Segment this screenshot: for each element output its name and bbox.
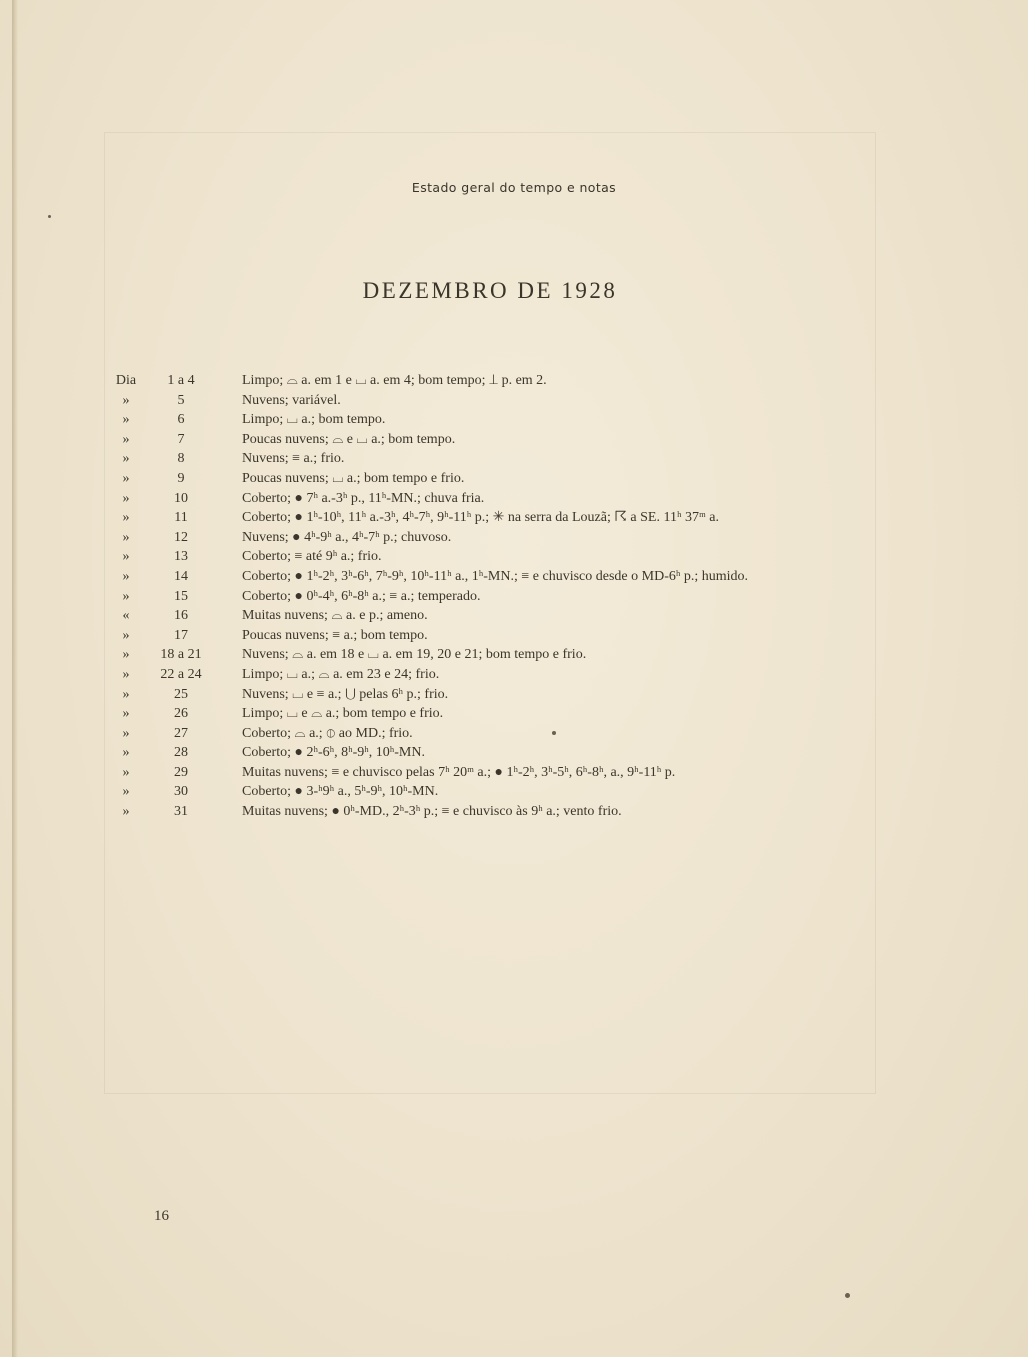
row-day: 7 <box>177 431 185 447</box>
row-day: 29 <box>174 764 188 780</box>
row-day: 31 <box>174 804 188 820</box>
row-day: 8 <box>177 451 185 467</box>
row-note: Coberto; ● 1ʰ-10ʰ, 11ʰ a.-3ʰ, 4ʰ-7ʰ, 9ʰ-11ʰ p.; ✳ na serra da Louzã; ☈ a SE. 11ʰ 37ᵐ a. <box>242 510 720 526</box>
row-label: » <box>122 627 130 643</box>
row-label: » <box>122 804 130 820</box>
row-day: 14 <box>174 568 188 584</box>
row-note: Nuvens; ● 4ʰ-9ʰ a., 4ʰ-7ʰ p.; chuvoso. <box>242 529 452 545</box>
row-day: 12 <box>174 529 188 545</box>
section-header: Estado geral do tempo e notas <box>411 180 617 195</box>
row-note: Limpo; ⌴ a.; ⌓ a. em 23 e 24; frio. <box>242 666 440 682</box>
row-label: » <box>122 431 130 447</box>
table-row <box>0 371 1028 391</box>
row-day: 6 <box>177 412 185 428</box>
paper-speck <box>845 1293 850 1298</box>
row-note: Limpo; ⌴ a.; bom tempo. <box>242 412 386 428</box>
daily-weather-table <box>0 371 1028 822</box>
row-label: » <box>122 725 130 741</box>
row-day: 11 <box>174 510 188 526</box>
row-day: 5 <box>177 392 185 408</box>
row-day: 18 a 21 <box>160 647 202 663</box>
row-note: Coberto; ● 3-ʰ9ʰ a., 5ʰ-9ʰ, 10ʰ-MN. <box>242 784 439 800</box>
row-label: Dia <box>115 373 137 388</box>
row-note: Limpo; ⌴ e ⌓ a.; bom tempo e frio. <box>242 706 444 722</box>
page-title: DEZEMBRO DE 1928 <box>362 278 618 303</box>
table-row <box>0 430 1028 450</box>
row-label: » <box>122 451 130 467</box>
row-day: 30 <box>174 784 188 800</box>
row-label: » <box>122 549 130 565</box>
row-day: 13 <box>174 549 188 565</box>
table-row <box>0 489 1028 509</box>
row-note: Nuvens; variável. <box>242 392 341 408</box>
row-note: Coberto; ● 2ʰ-6ʰ, 8ʰ-9ʰ, 10ʰ-MN. <box>242 745 425 761</box>
row-label: » <box>122 764 130 780</box>
row-label: » <box>122 392 130 408</box>
row-label: » <box>122 510 130 526</box>
table-row <box>0 391 1028 411</box>
table-row <box>0 645 1028 665</box>
row-note: Coberto; ⌓ a.; ⦶ ao MD.; frio. <box>242 725 413 741</box>
row-note: Coberto; ● 0ʰ-4ʰ, 6ʰ-8ʰ a.; ≡ a.; temperado. <box>242 588 481 604</box>
row-day: 22 a 24 <box>160 666 202 682</box>
table-row <box>0 763 1028 783</box>
table-row <box>0 528 1028 548</box>
row-day: 1 a 4 <box>167 373 195 388</box>
row-note: Nuvens; ⌓ a. em 18 e ⌴ a. em 19, 20 e 21; bom tempo e frio. <box>242 647 587 663</box>
row-day: 27 <box>174 725 188 741</box>
row-day: 28 <box>174 745 188 761</box>
row-day: 15 <box>174 588 188 604</box>
row-label: » <box>122 568 130 584</box>
row-label: » <box>122 412 130 428</box>
table-row <box>0 587 1028 607</box>
row-label: » <box>122 686 130 702</box>
table-row <box>0 802 1028 822</box>
row-note: Muitas nuvens; ≡ e chuvisco pelas 7ʰ 20ᵐ a.; ● 1ʰ-2ʰ, 3ʰ-5ʰ, 6ʰ-8ʰ, a., 9ʰ-11ʰ p. <box>242 764 676 780</box>
row-note: Coberto; ● 1ʰ-2ʰ, 3ʰ-6ʰ, 7ʰ-9ʰ, 10ʰ-11ʰ a., 1ʰ-MN.; ≡ e chuvisco desde o MD-6ʰ p.; humido. <box>242 568 749 584</box>
row-day: 9 <box>177 470 185 486</box>
row-note: Poucas nuvens; ⌓ e ⌴ a.; bom tempo. <box>242 431 456 447</box>
row-note: Muitas nuvens; ⌓ a. e p.; ameno. <box>242 608 428 624</box>
table-row <box>0 704 1028 724</box>
row-day: 16 <box>174 608 188 624</box>
row-note: Muitas nuvens; ● 0ʰ-MD., 2ʰ-3ʰ p.; ≡ e chuvisco às 9ʰ a.; vento frio. <box>242 804 622 820</box>
table-row <box>0 567 1028 587</box>
table-row <box>0 685 1028 705</box>
row-label: » <box>122 784 130 800</box>
table-row <box>0 547 1028 567</box>
row-note: Nuvens; ⌴ e ≡ a.; ⋃ pelas 6ʰ p.; frio. <box>242 686 449 702</box>
table-row <box>0 449 1028 469</box>
row-note: Limpo; ⌓ a. em 1 e ⌴ a. em 4; bom tempo; ⊥ p. em 2. <box>242 373 547 388</box>
row-note: Poucas nuvens; ≡ a.; bom tempo. <box>242 627 428 643</box>
row-label: » <box>122 588 130 604</box>
paper-speck <box>552 731 556 735</box>
row-note: Poucas nuvens; ⌴ a.; bom tempo e frio. <box>242 470 465 486</box>
page-number: 16 <box>154 1208 169 1224</box>
row-day: 25 <box>174 686 188 702</box>
row-label: » <box>122 529 130 545</box>
table-row <box>0 410 1028 430</box>
row-note: Nuvens; ≡ a.; frio. <box>242 451 345 467</box>
row-label: « <box>122 608 130 624</box>
table-row <box>0 665 1028 685</box>
row-label: » <box>122 745 130 761</box>
row-label: » <box>122 470 130 486</box>
row-day: 17 <box>174 627 188 643</box>
table-row <box>0 606 1028 626</box>
row-label: » <box>122 706 130 722</box>
table-row <box>0 469 1028 489</box>
table-row <box>0 724 1028 744</box>
row-label: » <box>122 490 130 506</box>
table-row <box>0 743 1028 763</box>
row-label: » <box>122 666 130 682</box>
row-label: » <box>122 647 130 663</box>
row-day: 26 <box>174 706 188 722</box>
row-note: Coberto; ● 7ʰ a.-3ʰ p., 11ʰ-MN.; chuva fria. <box>242 490 485 506</box>
row-note: Coberto; ≡ até 9ʰ a.; frio. <box>242 549 382 565</box>
paper-speck <box>48 215 51 218</box>
row-day: 10 <box>174 490 188 506</box>
table-row <box>0 626 1028 646</box>
table-row <box>0 782 1028 802</box>
table-row <box>0 508 1028 528</box>
